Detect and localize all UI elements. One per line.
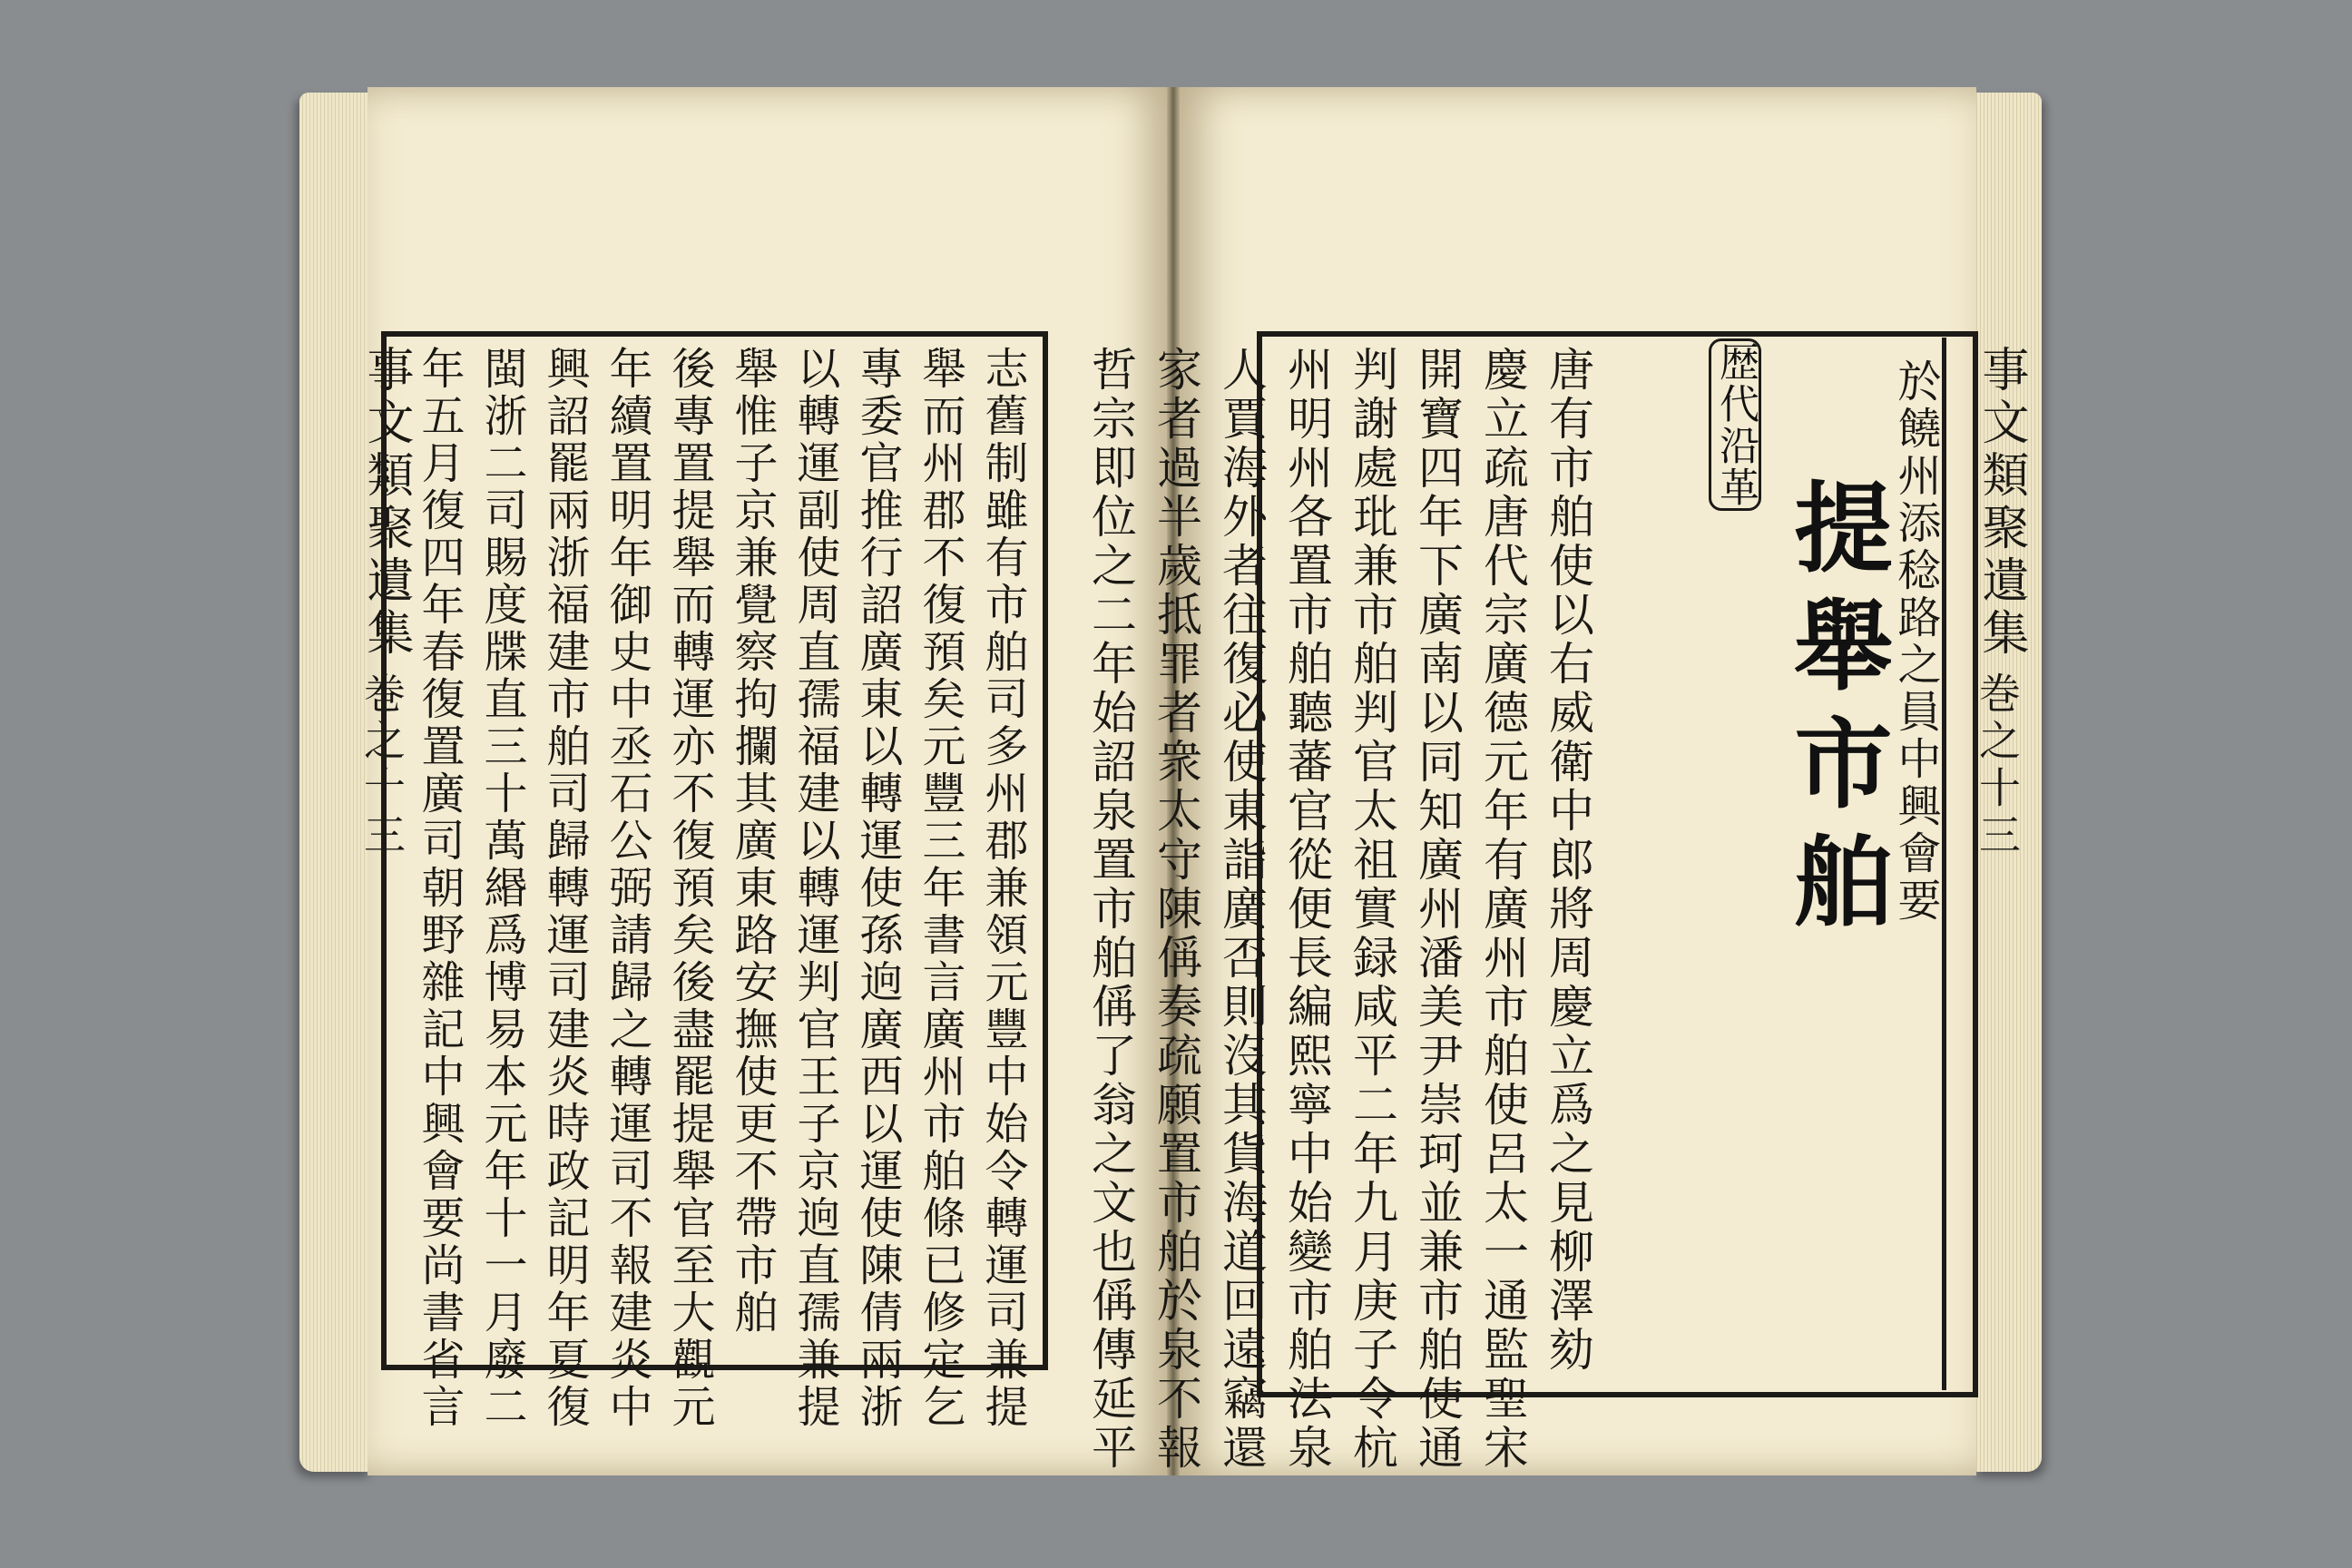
left-text-columns (396, 346, 1034, 1431)
left-column-8: 興詔罷兩浙福建市舶司歸轉運司建炎時政記明年夏復 (539, 346, 590, 1431)
left-text-frame (381, 331, 1048, 1431)
right-first-column: 於饒州添稔路之員中興會要 (1890, 358, 1941, 925)
right-column-1: 唐有市舶使以右威衛中郎將周慶立爲之見柳澤劾 (1542, 346, 1594, 1375)
left-column-9: 閩浙二司賜度牒直三十萬緡爲博易本元年十一月廢二 (476, 346, 527, 1431)
left-column-6: 後專置提舉而轉運亦不復預矣後盡罷提舉官至大觀元 (664, 346, 715, 1431)
left-column-7: 年續置明年御史中丞石公弼請歸之轉運司不報建炎中 (602, 346, 652, 1431)
left-header-volume: 巻之十三 (358, 671, 407, 860)
left-column-4: 以轉運副使周直孺福建以轉運判官王子京逈直孺兼提 (789, 346, 840, 1431)
column-rule (1942, 338, 1946, 1390)
right-column-6: 人賈海外者往復必使東詣廣否則沒其貨海道回遠竊還 (1215, 346, 1268, 1473)
right-column-2: 慶立疏唐代宗廣德元年有廣州市舶使呂太一通監聖宋 (1476, 346, 1529, 1473)
left-header-title: 事文類聚遺集 (358, 345, 413, 661)
left-column-5: 舉惟子京兼覺察拘攔其廣東路安撫使更不帶市舶 (727, 346, 778, 1337)
section-label: 歴代沿革 (1709, 338, 1761, 511)
right-column-7: 家者過半歲抵罪者衆太守陳偁奏疏願置市舶於泉不報 (1150, 346, 1202, 1473)
right-column-5: 州明州各置市舶聽蕃官從便長編熙寧中始變市舶法泉 (1280, 346, 1333, 1473)
left-column-2: 舉而州郡不復預矣元豐三年書言廣州市舶條已修定乞 (915, 346, 965, 1431)
left-column-3: 專委官推行詔廣東以轉運使孫逈廣西以運使陳倩兩浙 (852, 346, 903, 1431)
left-column-1: 志舊制雖有市舶司多州郡兼領元豐中始令轉運司兼提 (977, 346, 1028, 1431)
right-column-8: 哲宗即位之二年始詔泉置市舶偁了翁之文也偁傳延平 (1084, 346, 1137, 1473)
page-heading: 提舉市舶 (1778, 476, 1892, 948)
left-column-10: 年五月復四年春復置廣司朝野雜記中興會要尚書省言 (414, 346, 465, 1431)
right-header-volume: 巻之十三 (1973, 671, 2022, 860)
right-column-4: 判謝處玭兼市舶判官太祖實録咸平二年九月庚子令杭 (1346, 346, 1398, 1473)
right-column-3: 開寶四年下廣南以同知廣州潘美尹崇珂並兼市舶使通 (1411, 346, 1464, 1473)
right-header-title: 事文類聚遺集 (1974, 345, 2028, 661)
